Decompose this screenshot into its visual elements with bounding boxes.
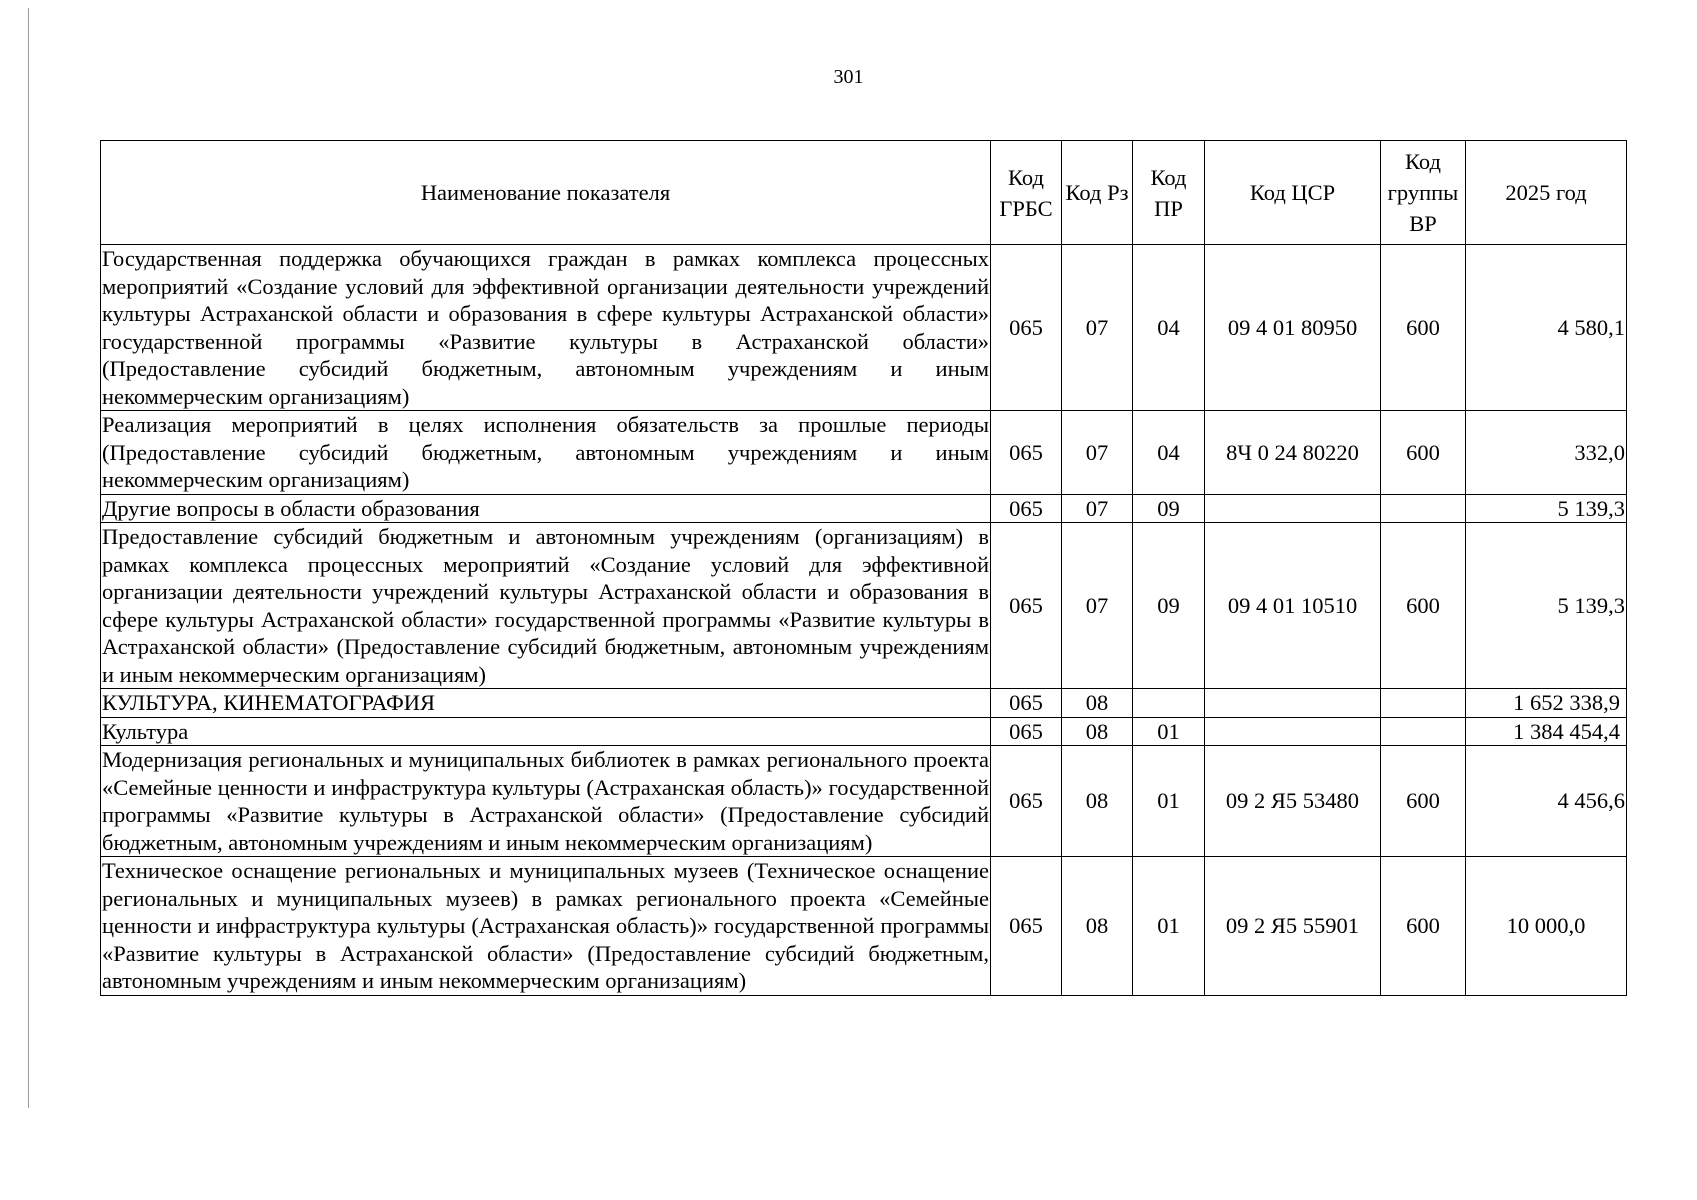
- header-csr: Код ЦСР: [1205, 141, 1381, 245]
- row-name: Модернизация региональных и муниципальных библиотек в рамках регионального проекта «Семейные ценности и инфраструктура культуры (Астраханская область)» государственной программы «Развитие культуры в Астраханской области» (Предоставление субсидий бюджетным, автономным учреждениям и иным некоммерческим организациям): [102, 747, 989, 855]
- table-header-row: [101, 141, 1627, 245]
- header-year: 2025 год: [1466, 141, 1627, 245]
- row-pr: 01: [1133, 857, 1205, 996]
- row-rz: 07: [1062, 523, 1133, 689]
- header-grbs: Код ГРБС: [991, 141, 1062, 245]
- row-csr: 09 4 01 80950: [1205, 245, 1381, 411]
- binding-margin-line: [28, 8, 29, 1108]
- row-vr: 600: [1381, 523, 1466, 689]
- row-grbs: 065: [991, 245, 1062, 411]
- row-pr: 09: [1133, 523, 1205, 689]
- row-amount: 5 139,3: [1466, 494, 1627, 523]
- row-vr: 600: [1381, 746, 1466, 857]
- row-rz: 07: [1062, 411, 1133, 495]
- row-name: Предоставление субсидий бюджетным и автономным учреждениям (организациям) в рамках комплекса процессных мероприятий «Создание условий для эффективной организации деятельности учреждений культуры Астраханской области и образования в сфере культуры Астраханской области» государственной программы «Развитие культуры в Астраханской области» (Предоставление субсидий бюджетным, автономным учреждениям и иным некоммерческим организациям): [102, 524, 989, 687]
- table-row: [101, 494, 1627, 523]
- header-vr: Код группы ВР: [1381, 141, 1466, 245]
- table-row: [101, 523, 1627, 689]
- row-rz: 08: [1062, 689, 1133, 718]
- row-rz: 07: [1062, 245, 1133, 411]
- row-rz: 08: [1062, 717, 1133, 746]
- row-csr: [1205, 494, 1381, 523]
- row-vr: 600: [1381, 411, 1466, 495]
- page-number: 301: [833, 66, 864, 88]
- row-name: Культура: [101, 717, 991, 746]
- table-row: [101, 245, 1627, 411]
- row-amount: 4 580,1: [1466, 245, 1627, 411]
- row-name: Реализация мероприятий в целях исполнения обязательств за прошлые периоды (Предоставление субсидий бюджетным, автономным учреждениям и иным некоммерческим организациям): [102, 412, 989, 492]
- row-vr: 600: [1381, 245, 1466, 411]
- row-csr: 8Ч 0 24 80220: [1205, 411, 1381, 495]
- row-rz: 08: [1062, 857, 1133, 996]
- row-grbs: 065: [991, 689, 1062, 718]
- row-csr: 09 2 Я5 55901: [1205, 857, 1381, 996]
- budget-table: [100, 140, 1627, 996]
- row-grbs: 065: [991, 523, 1062, 689]
- table-row: [101, 717, 1627, 746]
- row-amount: 10 000,0: [1466, 857, 1627, 996]
- row-rz: 07: [1062, 494, 1133, 523]
- row-pr: 01: [1133, 717, 1205, 746]
- header-rz: Код Рз: [1062, 141, 1133, 245]
- row-vr: [1381, 494, 1466, 523]
- table-row: [101, 746, 1627, 857]
- table-row: [101, 411, 1627, 495]
- row-vr: [1381, 689, 1466, 718]
- row-vr: [1381, 717, 1466, 746]
- row-name: КУЛЬТУРА, КИНЕМАТОГРАФИЯ: [101, 689, 991, 718]
- row-grbs: 065: [991, 411, 1062, 495]
- row-grbs: 065: [991, 717, 1062, 746]
- row-amount: 1 652 338,9: [1466, 689, 1627, 718]
- row-amount: 5 139,3: [1466, 523, 1627, 689]
- row-csr: 09 2 Я5 53480: [1205, 746, 1381, 857]
- row-pr: [1133, 689, 1205, 718]
- row-pr: 09: [1133, 494, 1205, 523]
- row-pr: 04: [1133, 411, 1205, 495]
- row-csr: [1205, 717, 1381, 746]
- table-row: [101, 689, 1627, 718]
- row-rz: 08: [1062, 746, 1133, 857]
- row-grbs: 065: [991, 746, 1062, 857]
- row-grbs: 065: [991, 857, 1062, 996]
- row-csr: [1205, 689, 1381, 718]
- header-name: Наименование показателя: [101, 141, 991, 245]
- row-amount: 1 384 454,4: [1466, 717, 1627, 746]
- row-name: Другие вопросы в области образования: [101, 494, 991, 523]
- row-csr: 09 4 01 10510: [1205, 523, 1381, 689]
- row-pr: 04: [1133, 245, 1205, 411]
- table-row: [101, 857, 1627, 996]
- row-pr: 01: [1133, 746, 1205, 857]
- row-grbs: 065: [991, 494, 1062, 523]
- row-amount: 4 456,6: [1466, 746, 1627, 857]
- row-name: Государственная поддержка обучающихся граждан в рамках комплекса процессных мероприятий «Создание условий для эффективной организации деятельности учреждений культуры Астраханской области и образования в сфере культуры Астраханской области» государственной программы «Развитие культуры в Астраханской области» (Предоставление субсидий бюджетным, автономным учреждениям и иным некоммерческим организациям): [102, 246, 989, 409]
- header-pr: Код ПР: [1133, 141, 1205, 245]
- row-name: Техническое оснащение региональных и муниципальных музеев (Техническое оснащение региональных и муниципальных музеев) в рамках регионального проекта «Семейные ценности и инфраструктура культуры (Астраханская область)» государственной программы «Развитие культуры в Астраханской области» (Предоставление субсидий бюджетным, автономным учреждениям и иным некоммерческим организациям): [102, 858, 989, 993]
- row-vr: 600: [1381, 857, 1466, 996]
- row-amount: 332,0: [1466, 411, 1627, 495]
